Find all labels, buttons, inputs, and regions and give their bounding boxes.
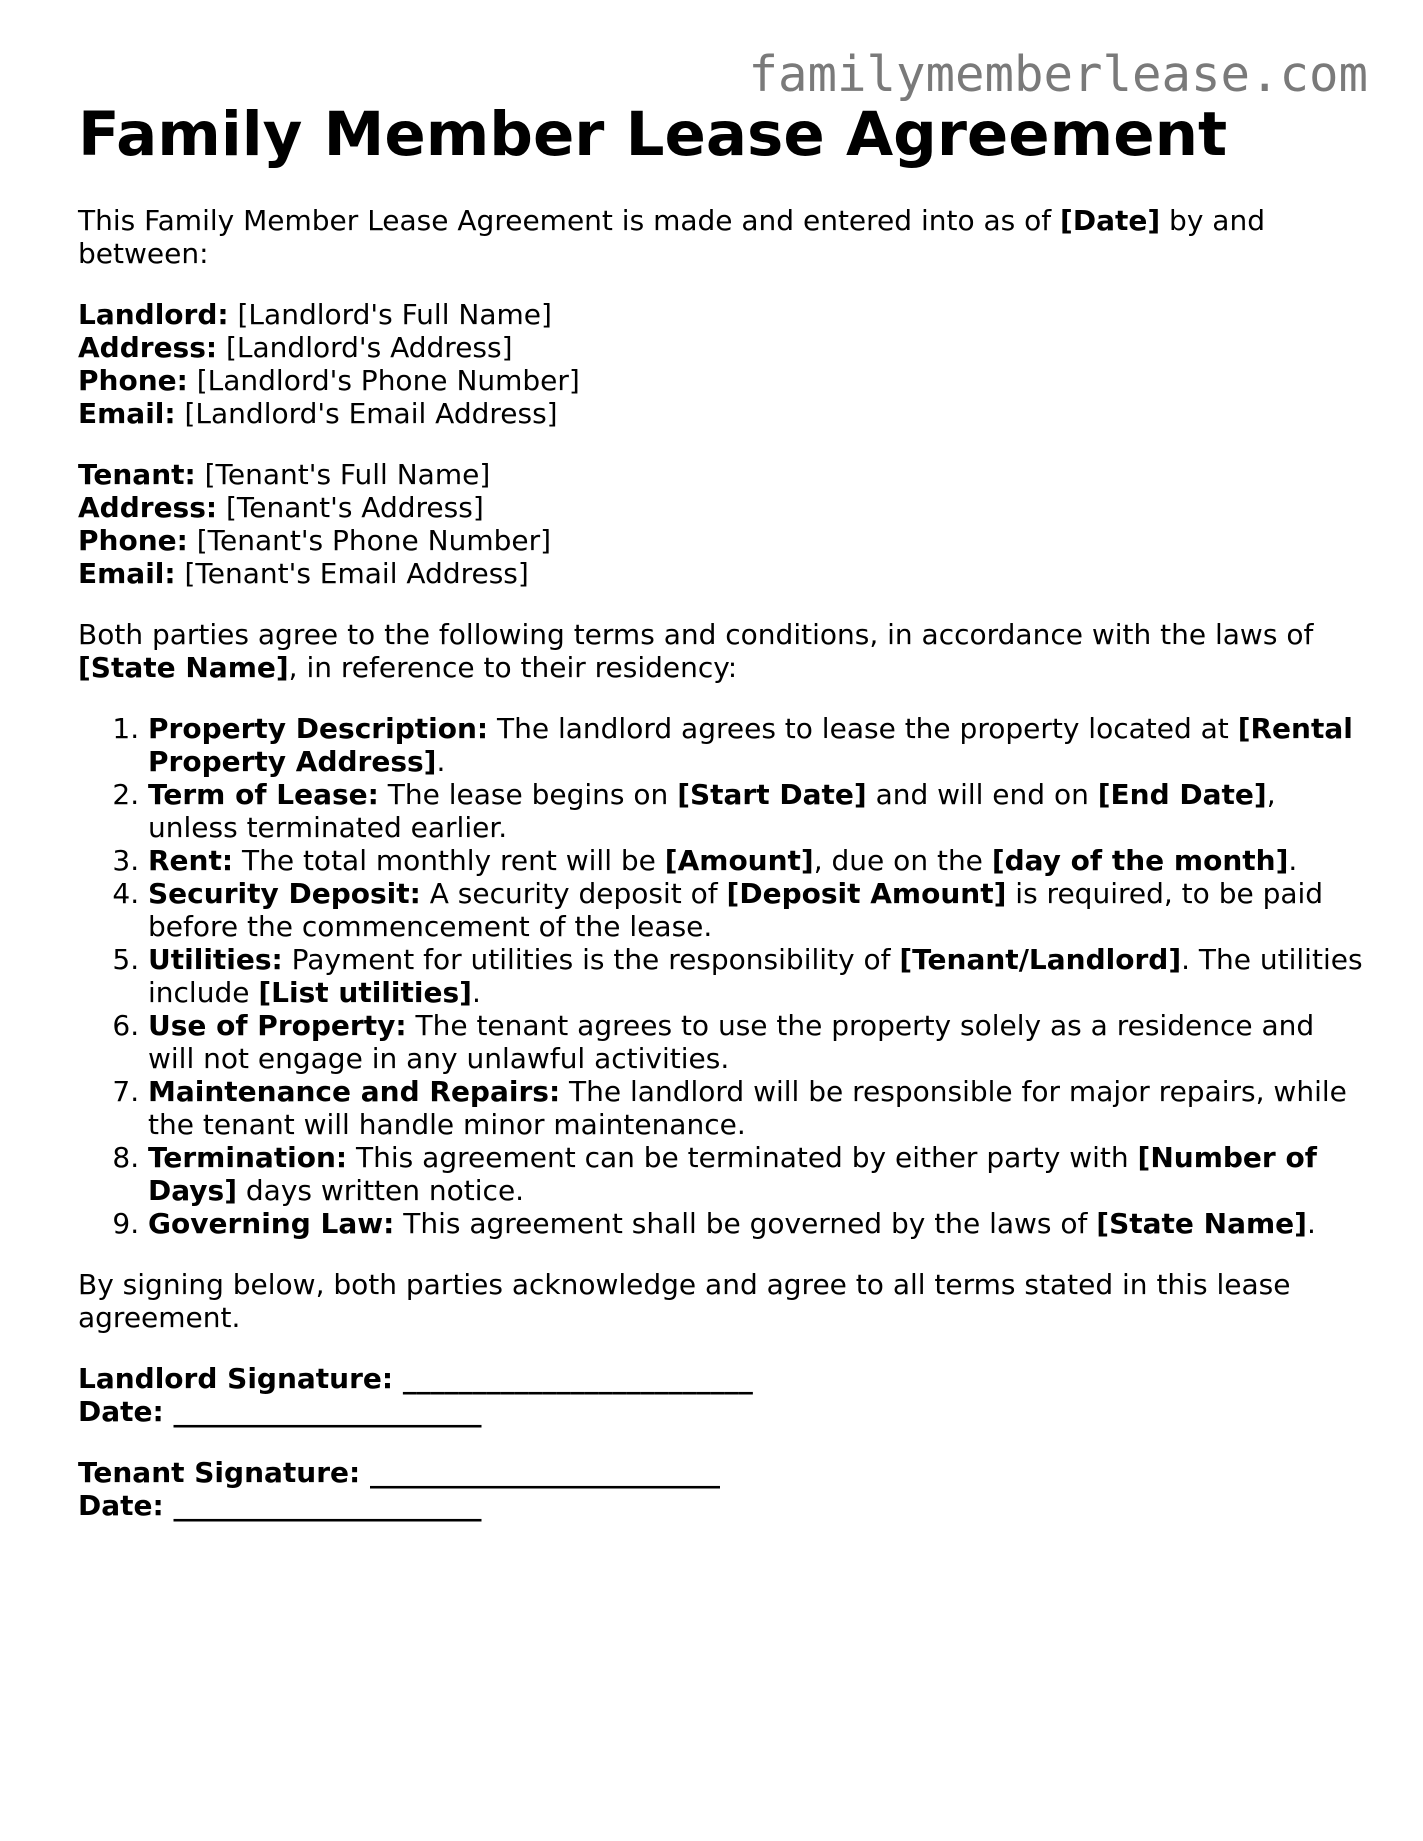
tenant-signature-line[interactable]: Tenant Signature: _________________________ (78, 1456, 720, 1489)
tenant-phone: Phone: [Tenant's Phone Number] (78, 524, 552, 557)
term-item: 1. Property Description: The landlord agrees to lease the property located at [Rental Property Address]. (148, 712, 1368, 778)
site-name: familymemberlease.com (748, 46, 1368, 103)
agreement-paragraph: Both parties agree to the following terms and conditions, in accordance with the laws of [State Name], in reference to their residency: (78, 618, 1314, 684)
terms-list (78, 712, 1368, 1240)
term-item: 3. Rent: The total monthly rent will be [Amount], due on the [day of the month]. (148, 844, 1368, 877)
date-placeholder: [Date] (1060, 204, 1161, 237)
term-item: 6. Use of Property: The tenant agrees to use the property solely as a residence and will not engage in any unlawful activities. (148, 1009, 1368, 1075)
document-title: Family Member Lease Agreement (78, 99, 1228, 170)
tenant-name: Tenant: [Tenant's Full Name] (78, 458, 491, 491)
landlord-address: Address: [Landlord's Address] (78, 331, 513, 364)
document-body (78, 204, 1368, 1550)
term-item: 9. Governing Law: This agreement shall be governed by the laws of [State Name]. (148, 1207, 1368, 1240)
closing-paragraph: By signing below, both parties acknowledge and agree to all terms stated in this lease agreement. (78, 1268, 1291, 1334)
landlord-date-line[interactable]: Date: ______________________ (78, 1395, 482, 1428)
landlord-name: Landlord: [Landlord's Full Name] (78, 298, 552, 331)
landlord-signature-block (78, 1362, 1368, 1428)
state-placeholder: [State Name] (78, 651, 289, 684)
term-item: 8. Termination: This agreement can be terminated by either party with [Number of Days] days written notice. (148, 1141, 1368, 1207)
term-item: 4. Security Deposit: A security deposit of [Deposit Amount] is required, to be paid before the commencement of the lease. (148, 877, 1368, 943)
landlord-email: Email: [Landlord's Email Address] (78, 397, 558, 430)
landlord-info (78, 298, 1368, 430)
landlord-phone: Phone: [Landlord's Phone Number] (78, 364, 580, 397)
tenant-signature-block (78, 1456, 1368, 1522)
term-item: 5. Utilities: Payment for utilities is the responsibility of [Tenant/Landlord]. The utilities include [List utilities]. (148, 943, 1368, 1009)
term-item: 2. Term of Lease: The lease begins on [Start Date] and will end on [End Date], unless terminated earlier. (148, 778, 1368, 844)
tenant-date-line[interactable]: Date: ______________________ (78, 1489, 482, 1522)
tenant-email: Email: [Tenant's Email Address] (78, 557, 529, 590)
tenant-info (78, 458, 1368, 590)
tenant-address: Address: [Tenant's Address] (78, 491, 484, 524)
intro-paragraph: This Family Member Lease Agreement is made and entered into as of [Date] by and between: (78, 204, 1265, 270)
landlord-signature-line[interactable]: Landlord Signature: _________________________ (78, 1362, 753, 1395)
term-item: 7. Maintenance and Repairs: The landlord will be responsible for major repairs, while the tenant will handle minor maintenance. (148, 1075, 1368, 1141)
